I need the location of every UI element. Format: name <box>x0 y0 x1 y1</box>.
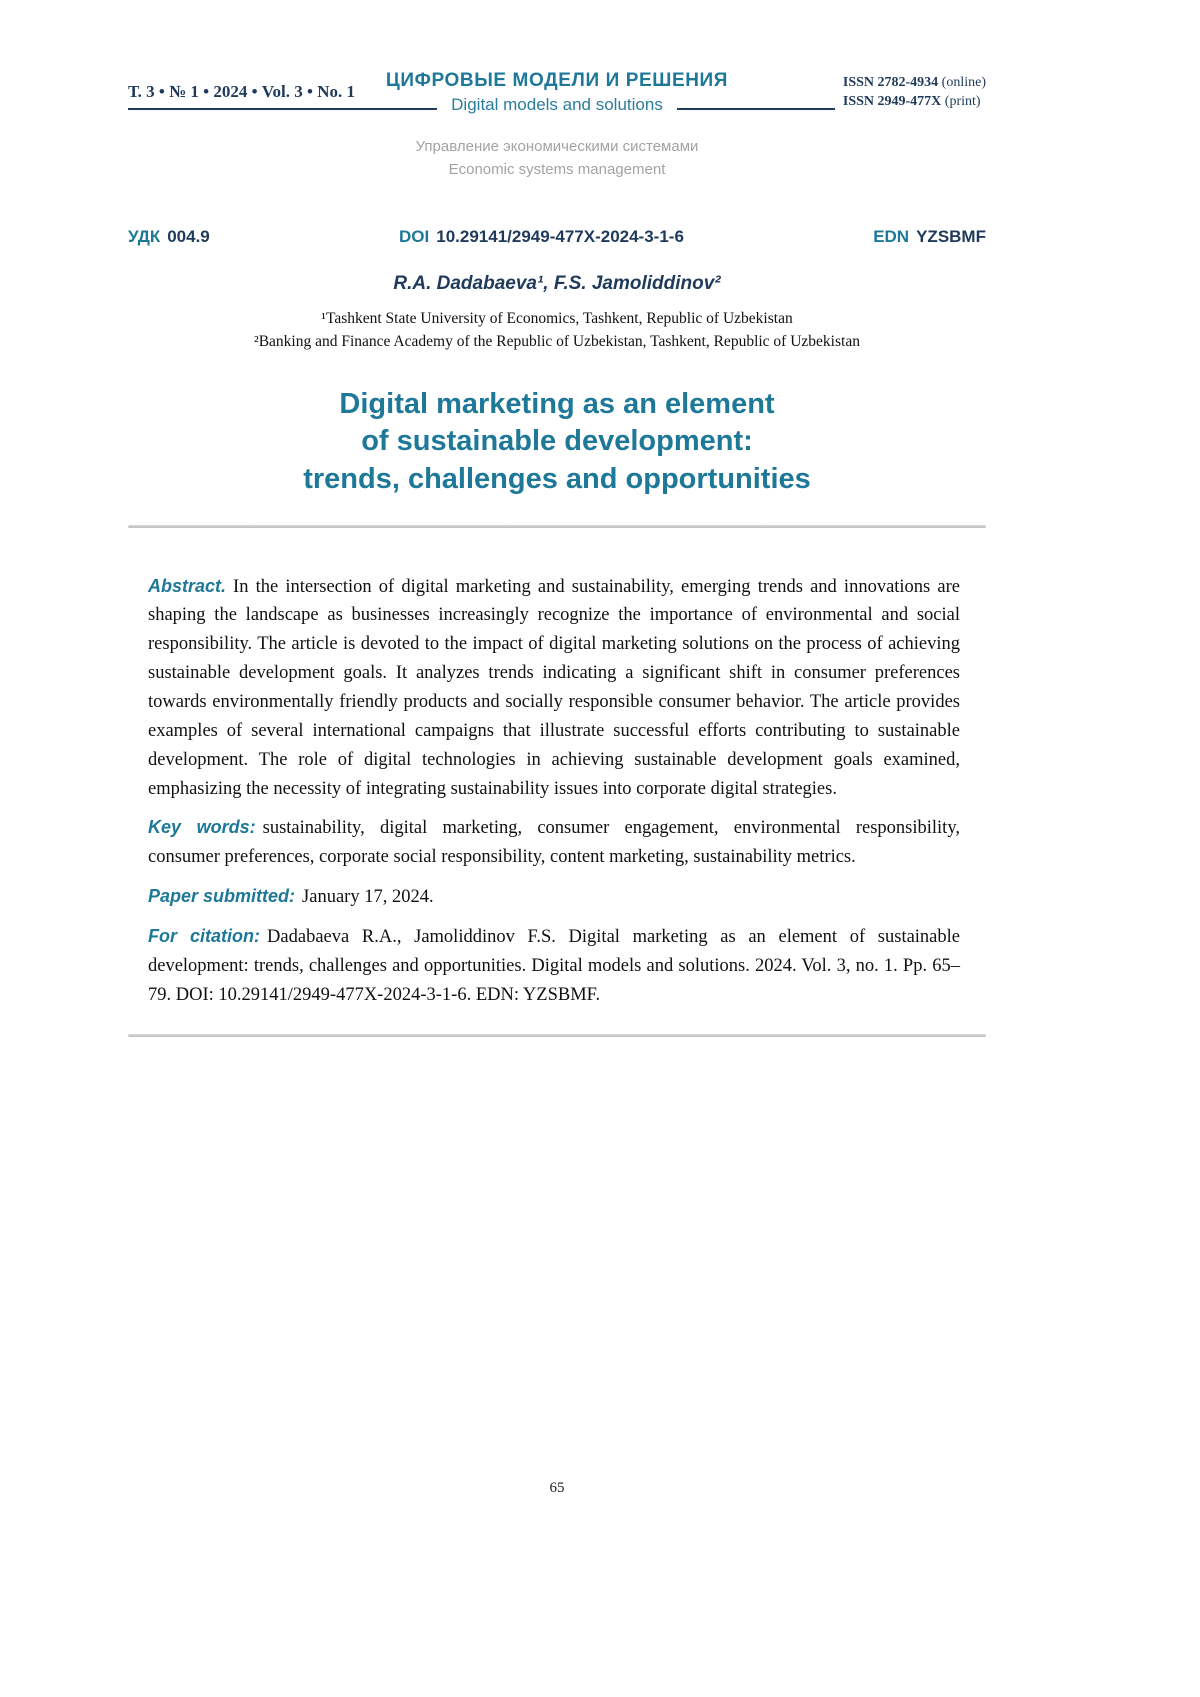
doi-block <box>399 227 684 247</box>
submitted-paragraph <box>148 882 960 912</box>
page-number: 65 <box>549 1480 565 1496</box>
keywords-text: sustainability, digital marketing, consumer engagement, environmental responsibility, consumer preferences, corporate social responsibility, content marketing, sustainability metrics. <box>148 818 960 868</box>
doi-value: 10.29141/2949-477X-2024-3-1-6 <box>436 227 684 246</box>
affiliation-1: ¹Tashkent State University of Economics, Tashkent, Republic of Uzbekistan <box>321 310 793 327</box>
separator-bottom <box>128 1034 986 1037</box>
article-meta-row <box>128 227 986 247</box>
udk-block <box>128 227 210 247</box>
abstract-paragraph <box>148 572 960 804</box>
affiliations <box>128 307 986 354</box>
journal-section-ru: Управление экономическими системами <box>415 138 699 155</box>
article-title: Digital marketing as an element of sustainable development: trends, challenges and opportunities <box>303 387 811 495</box>
article-front-matter <box>128 572 986 1010</box>
citation-paragraph <box>148 922 960 1010</box>
edn-block <box>873 227 986 247</box>
submitted-label: Paper submitted: <box>148 886 296 907</box>
journal-section <box>128 136 986 181</box>
authors-line: R.A. Dadabaeva¹, F.S. Jamoliddinov² <box>393 273 721 294</box>
separator-top <box>128 525 986 528</box>
issn-print-suffix: (print) <box>944 93 981 109</box>
issn-online <box>843 74 986 93</box>
keywords-paragraph <box>148 813 960 872</box>
edn-value: YZSBMF <box>916 227 986 246</box>
journal-title-ru: ЦИФРОВЫЕ МОДЕЛИ И РЕШЕНИЯ <box>385 70 729 91</box>
issn-print-code: ISSN 2949-477X <box>842 93 942 109</box>
issn-print <box>843 93 986 112</box>
doi-label: DOI <box>399 227 430 246</box>
affiliation-2: ²Banking and Finance Academy of the Republic of Uzbekistan, Tashkent, Republic of Uzbekistan <box>254 333 860 351</box>
keywords-label: Key words: <box>148 817 256 838</box>
issn-block <box>835 74 986 112</box>
edn-label: EDN <box>873 227 910 246</box>
submitted-text: January 17, 2024. <box>302 887 434 908</box>
volume-issue-info: Т. 3 • № 1 • 2024 • Vol. 3 • No. 1 <box>128 82 363 102</box>
journal-section-en: Economic systems management <box>448 160 666 178</box>
citation-label: For citation: <box>148 926 261 947</box>
citation-text: Dadabaeva R.A., Jamoliddinov F.S. Digital marketing as an element of sustainable development: trends, challenges and opportunities. Digital models and solutions. 2024. Vol. 3, no. 1. Pp. 65–79. DOI: 10.29141/2949-477X-2024-3-1-6. EDN: YZSBMF. <box>148 927 960 1005</box>
journal-title-en: Digital models and solutions <box>437 95 677 115</box>
issn-online-code: ISSN 2782-4934 <box>842 75 939 90</box>
journal-header <box>128 70 986 120</box>
page-content <box>128 70 986 1037</box>
udk-value: 004.9 <box>167 227 210 246</box>
udk-label: УДК <box>128 227 161 246</box>
issn-online-suffix: (online) <box>941 75 986 90</box>
abstract-label: Abstract. <box>148 575 227 596</box>
abstract-text: In the intersection of digital marketing and sustainability, emerging trends and innovations are shaping the landscape as businesses increasingly recognize the importance of environmental and social responsibility. The article is devoted to the impact of digital marketing solutions on the process of achieving sustainable development goals. It analyzes trends indicating a significant shift in consumer preferences towards environmentally friendly products and socially responsible consumer behavior. The article provides examples of several international campaigns that illustrate successful efforts contributing to sustainable development. The role of digital technologies in achieving sustainable development goals examined, emphasizing the necessity of integrating sustainability issues into corporate digital strategies. <box>148 576 960 799</box>
